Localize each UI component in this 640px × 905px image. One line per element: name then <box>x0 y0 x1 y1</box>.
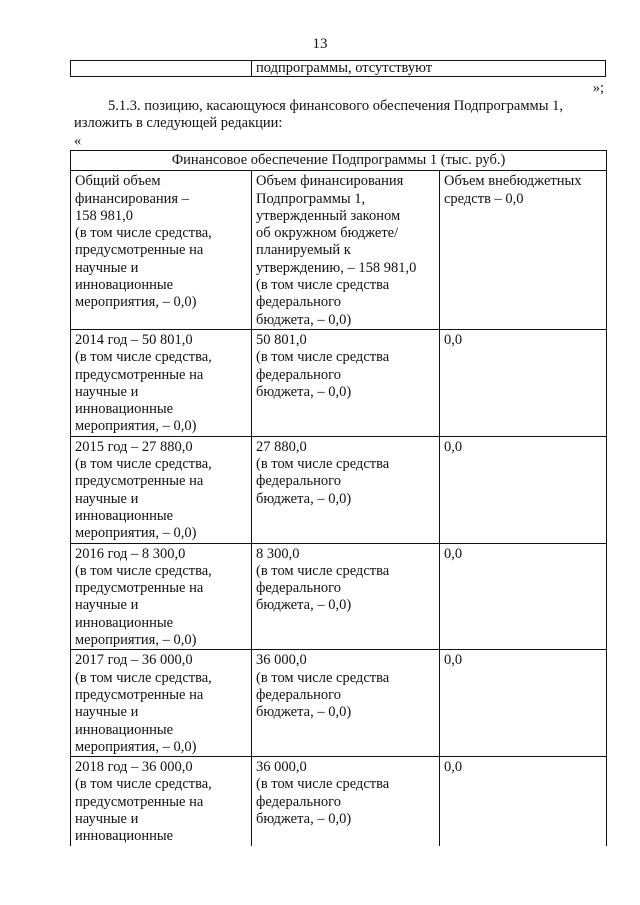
cell-text-line: бюджета, – 0,0) <box>256 311 352 328</box>
cell-text-line: планируемый к <box>256 242 351 259</box>
table-cell-col1 <box>71 650 252 757</box>
cell-text-line: инновационные <box>75 721 174 738</box>
cell-text-line: федерального <box>256 793 341 810</box>
cell-text-line: научные и <box>75 704 139 721</box>
cell-text-line: средств – 0,0 <box>444 190 524 207</box>
table-cell-col1 <box>71 171 252 330</box>
cell-text-line: Объем финансирования <box>256 173 404 190</box>
cell-text-line: (в том числе средства, <box>75 349 212 366</box>
table-row <box>71 171 607 330</box>
table-cell-col2 <box>252 757 440 846</box>
paragraph-line-2: изложить в следующей редакции: <box>74 115 283 131</box>
cell-text-line: инновационные <box>75 401 174 418</box>
cell-text-line: утвержденный законом <box>256 207 401 224</box>
cell-text-line: бюджета, – 0,0) <box>256 704 352 721</box>
table-cell-col3 <box>440 757 607 846</box>
cell-text-line: 2014 год – 50 801,0 <box>75 331 193 348</box>
cell-text-line: (в том числе средства <box>256 277 390 294</box>
cell-text-line: Объем внебюджетных <box>444 173 582 190</box>
table-cell-col2 <box>252 171 440 330</box>
cell-text-line: научные и <box>75 383 139 400</box>
table-cell-col1 <box>71 757 252 846</box>
cell-text-line: мероприятия, – 0,0) <box>75 525 197 542</box>
cell-text-line: (в том числе средства, <box>75 669 212 686</box>
table-cell-col2 <box>252 329 440 436</box>
cell-text-line: научные и <box>75 259 139 276</box>
financing-table <box>70 150 607 846</box>
amendment-paragraph <box>74 98 606 132</box>
previous-table-empty-cell <box>71 61 252 77</box>
cell-text-line: (в том числе средства, <box>75 225 212 242</box>
cell-text-line: научные и <box>75 490 139 507</box>
cell-text-line: об окружном бюджете/ <box>256 225 399 242</box>
cell-text-line: 36 000,0 <box>256 652 307 669</box>
cell-text-line: инновационные <box>75 828 174 845</box>
opening-quote: « <box>74 133 82 149</box>
table-cell-col2 <box>252 436 440 543</box>
cell-text-line: мероприятия, – 0,0) <box>75 418 197 435</box>
cell-text-line: 0,0 <box>444 759 463 776</box>
table-row <box>71 543 607 650</box>
cell-text-line: (в том числе средства <box>256 456 390 473</box>
table-cell-col3 <box>440 650 607 757</box>
cell-text-line: федерального <box>256 473 341 490</box>
cell-text-line: инновационные <box>75 614 174 631</box>
table-cell-col2 <box>252 650 440 757</box>
table-cell-col2 <box>252 543 440 650</box>
cell-text-line: (в том числе средства <box>256 562 390 579</box>
cell-text-line: научные и <box>75 810 139 827</box>
cell-text-line: федерального <box>256 580 341 597</box>
table-title: Финансовое обеспечение Подпрограммы 1 (тыс. руб.) <box>71 151 607 171</box>
cell-text-line: бюджета, – 0,0) <box>256 383 352 400</box>
table-row <box>71 757 607 846</box>
cell-text-line: (в том числе средства <box>256 669 390 686</box>
cell-text-line: федерального <box>256 366 341 383</box>
cell-text-line: Подпрограммы 1, <box>256 190 366 207</box>
table-cell-col3 <box>440 543 607 650</box>
table-row <box>71 650 607 757</box>
cell-text-line: 0,0 <box>444 331 463 348</box>
cell-text-line: Общий объем <box>75 173 161 190</box>
cell-text-line: 2015 год – 27 880,0 <box>75 438 193 455</box>
cell-text-line: предусмотренные на <box>75 793 204 810</box>
cell-text-line: инновационные <box>75 507 174 524</box>
cell-text-line: федерального <box>256 686 341 703</box>
cell-text-line: мероприятия, – 0,0) <box>75 738 197 755</box>
cell-text-line: 2018 год – 36 000,0 <box>75 759 193 776</box>
cell-text-line: 36 000,0 <box>256 759 307 776</box>
cell-text-line: инновационные <box>75 277 174 294</box>
cell-text-line: финансирования – <box>75 190 189 207</box>
cell-text-line: (в том числе средства, <box>75 456 212 473</box>
cell-text-line: предусмотренные на <box>75 686 204 703</box>
cell-text-line: бюджета, – 0,0) <box>256 490 352 507</box>
previous-table-text-cell: подпрограммы, отсутствуют <box>252 61 606 77</box>
cell-text-line: (в том числе средства <box>256 776 390 793</box>
table-cell-col1 <box>71 329 252 436</box>
table-cell-col3 <box>440 329 607 436</box>
paragraph-line-1: 5.1.3. позицию, касающуюся финансового обеспечения Подпрограммы 1, <box>108 98 563 114</box>
cell-text-line: 0,0 <box>444 438 463 455</box>
table-row <box>71 436 607 543</box>
cell-text-line: мероприятия, – 0,0) <box>75 632 197 649</box>
cell-text-line: 8 300,0 <box>256 545 300 562</box>
previous-table-fragment <box>70 60 606 77</box>
table-row <box>71 329 607 436</box>
table-cell-col1 <box>71 436 252 543</box>
cell-text-line: бюджета, – 0,0) <box>256 810 352 827</box>
cell-text-line: предусмотренные на <box>75 580 204 597</box>
cell-text-line: предусмотренные на <box>75 366 204 383</box>
table-cell-col3 <box>440 436 607 543</box>
cell-text-line: бюджета, – 0,0) <box>256 597 352 614</box>
cell-text-line: предусмотренные на <box>75 473 204 490</box>
cell-text-line: 50 801,0 <box>256 331 307 348</box>
closing-quote: »; <box>592 80 604 96</box>
cell-text-line: 0,0 <box>444 545 463 562</box>
cell-text-line: мероприятия, – 0,0) <box>75 294 197 311</box>
cell-text-line: (в том числе средства <box>256 349 390 366</box>
cell-text-line: утверждению, – 158 981,0 <box>256 259 417 276</box>
cell-text-line: 158 981,0 <box>75 207 133 224</box>
cell-text-line: научные и <box>75 597 139 614</box>
cell-text-line: федерального <box>256 294 341 311</box>
table-cell-col3 <box>440 171 607 330</box>
table-cell-col1 <box>71 543 252 650</box>
cell-text-line: 2017 год – 36 000,0 <box>75 652 193 669</box>
page-number: 13 <box>312 36 328 52</box>
cell-text-line: (в том числе средства, <box>75 562 212 579</box>
cell-text-line: 0,0 <box>444 652 463 669</box>
cell-text-line: (в том числе средства, <box>75 776 212 793</box>
cell-text-line: предусмотренные на <box>75 242 204 259</box>
cell-text-line: 2016 год – 8 300,0 <box>75 545 186 562</box>
cell-text-line: 27 880,0 <box>256 438 307 455</box>
